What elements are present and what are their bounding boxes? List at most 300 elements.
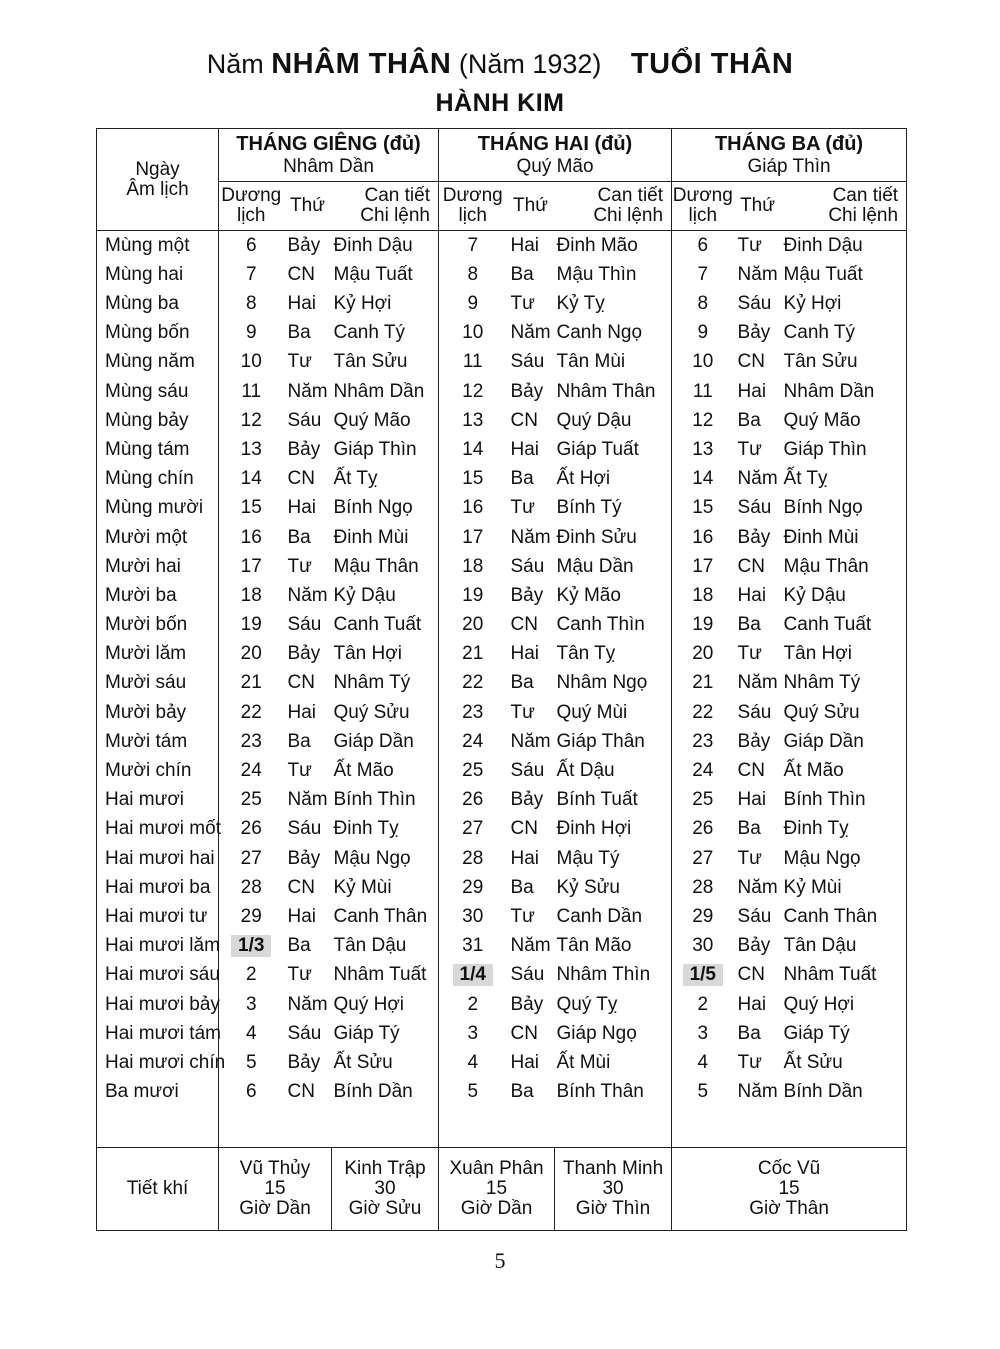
weekday: Bảy xyxy=(737,526,771,548)
table-row xyxy=(97,523,907,552)
weekday: CN xyxy=(737,555,765,577)
lunar-day-label: Mùng ba xyxy=(105,293,179,314)
solar-date: 29 xyxy=(439,873,507,902)
can-chi: Kỷ Mùi xyxy=(783,876,842,898)
can-chi: Đinh Mão xyxy=(556,234,638,256)
weekday: Hai xyxy=(737,993,767,1015)
lunar-day-label: Mười lăm xyxy=(105,643,187,665)
solar-date: 12 xyxy=(672,406,734,435)
weekday: CN xyxy=(287,263,315,285)
solar-date: 18 xyxy=(672,581,734,610)
solar-date: 21 xyxy=(219,669,284,698)
solar-date: 26 xyxy=(219,815,284,844)
table-row xyxy=(97,581,907,610)
spacer-cell xyxy=(672,1107,907,1148)
solar-term-name: Thanh Minh xyxy=(562,1157,664,1179)
table-row xyxy=(97,1019,907,1048)
solar-term-name: Cốc Vũ xyxy=(757,1157,821,1179)
can-chi: Tân Sửu xyxy=(783,351,858,373)
can-chi: Quý Sửu xyxy=(333,701,410,723)
solar-date xyxy=(672,961,734,990)
can-chi: Nhâm Dần xyxy=(333,380,425,402)
can-chi: Nhâm Tý xyxy=(783,672,861,694)
weekday: Tư xyxy=(510,497,535,519)
solar-date: 29 xyxy=(672,902,734,931)
weekday: Năm xyxy=(737,468,778,490)
month-can-chi: Quý Mão xyxy=(516,156,594,177)
weekday: CN xyxy=(510,818,538,840)
solar-date: 14 xyxy=(439,435,507,464)
solar-date: 22 xyxy=(672,698,734,727)
solar-date: 12 xyxy=(439,377,507,406)
weekday-header: Thứ xyxy=(734,182,782,231)
weekday: CN xyxy=(737,351,765,373)
table-row xyxy=(97,698,907,727)
solar-date: 9 xyxy=(439,289,507,318)
can-chi: Canh Thân xyxy=(333,905,428,927)
can-chi: Canh Ngọ xyxy=(556,322,643,344)
solar-term-hour: Giờ Sửu xyxy=(348,1197,422,1219)
can-chi-header-line2: Chi lệnh xyxy=(828,205,899,226)
can-chi: Mậu Ngọ xyxy=(783,847,861,869)
can-chi: Giáp Dần xyxy=(333,730,414,752)
title-year: (Năm 1932) xyxy=(458,49,602,79)
solar-date: 11 xyxy=(219,377,284,406)
solar-date: 10 xyxy=(219,348,284,377)
solar-date: 15 xyxy=(672,494,734,523)
solar-date: 8 xyxy=(672,289,734,318)
can-chi: Canh Tý xyxy=(333,322,405,344)
can-chi: Mậu Dần xyxy=(556,555,634,577)
weekday: Ba xyxy=(287,322,311,344)
weekday: Năm xyxy=(287,584,328,606)
solar-date: 27 xyxy=(672,844,734,873)
weekday: CN xyxy=(287,672,315,694)
can-chi: Ất Sửu xyxy=(783,1051,843,1073)
solar-date: 31 xyxy=(439,932,507,961)
solar-date: 12 xyxy=(219,406,284,435)
weekday: Hai xyxy=(510,1051,540,1073)
weekday: Hai xyxy=(510,643,540,665)
can-chi: Bính Tuất xyxy=(556,789,638,811)
solar-date: 23 xyxy=(439,698,507,727)
lunar-day-label: Mười ba xyxy=(105,584,177,606)
solar-date: 7 xyxy=(219,260,284,289)
duong-lich-header-line2: lịch xyxy=(236,205,266,226)
can-chi: Bính Dần xyxy=(333,1081,413,1103)
solar-date: 10 xyxy=(439,319,507,348)
solar-term-day: 15 xyxy=(778,1177,800,1199)
solar-date xyxy=(219,932,284,961)
solar-date: 5 xyxy=(219,1048,284,1077)
can-chi: Ất Mùi xyxy=(556,1051,611,1073)
weekday: Bảy xyxy=(510,584,544,606)
weekday: Sáu xyxy=(510,760,545,781)
can-chi: Mậu Thìn xyxy=(556,263,637,285)
can-chi-header xyxy=(332,182,439,231)
weekday: Bảy xyxy=(287,234,321,256)
weekday: Bảy xyxy=(737,322,771,344)
weekday: Tư xyxy=(510,293,535,314)
can-chi: Đinh Mùi xyxy=(333,526,409,548)
solar-term-hour: Giờ Dần xyxy=(239,1197,311,1219)
weekday: Ba xyxy=(510,876,534,898)
duong-lich-header-line2: lịch xyxy=(688,205,718,226)
weekday: Ba xyxy=(510,672,534,694)
can-chi: Canh Dần xyxy=(556,905,643,927)
can-chi: Nhâm Tuất xyxy=(333,964,427,986)
can-chi-header xyxy=(782,182,907,231)
solar-date: 10 xyxy=(672,348,734,377)
table-row xyxy=(97,640,907,669)
solar-date: 30 xyxy=(672,932,734,961)
can-chi: Mậu Tuất xyxy=(783,263,863,285)
solar-term xyxy=(332,1147,439,1230)
lunar-day-label: Hai mươi lăm xyxy=(105,935,220,957)
can-chi: Giáp Thìn xyxy=(783,438,867,460)
can-chi: Ất Mão xyxy=(783,760,844,781)
solar-date: 6 xyxy=(672,231,734,261)
lunar-day-label: Mùng chín xyxy=(105,468,194,490)
can-chi: Tân Tỵ xyxy=(556,643,616,665)
solar-date: 9 xyxy=(672,319,734,348)
solar-date: 7 xyxy=(672,260,734,289)
solar-date: 24 xyxy=(672,756,734,785)
solar-date: 17 xyxy=(672,552,734,581)
weekday: CN xyxy=(287,876,315,898)
weekday: CN xyxy=(510,614,538,636)
solar-date: 25 xyxy=(219,786,284,815)
table-row xyxy=(97,873,907,902)
can-chi: Kỷ Sửu xyxy=(556,876,620,898)
table-row xyxy=(97,990,907,1019)
can-chi: Kỷ Tỵ xyxy=(556,293,605,314)
day-header xyxy=(97,129,219,231)
weekday: Sáu xyxy=(737,497,772,519)
solar-term xyxy=(219,1147,332,1230)
duong-lich-header xyxy=(219,182,284,231)
title-age: TUỔI THÂN xyxy=(630,48,794,80)
lunar-day-label: Hai mươi chín xyxy=(105,1051,226,1073)
weekday: Tư xyxy=(737,234,762,256)
weekday: Năm xyxy=(510,730,551,752)
month-header-3 xyxy=(672,129,907,182)
weekday: Bảy xyxy=(510,380,544,402)
lunar-day-label: Mười bảy xyxy=(105,701,187,723)
can-chi: Ất Dậu xyxy=(556,760,615,781)
can-chi: Quý Dậu xyxy=(556,409,632,431)
table-row xyxy=(97,786,907,815)
lunar-day-label: Mười sáu xyxy=(105,672,187,694)
weekday: Ba xyxy=(510,1081,534,1103)
weekday: Sáu xyxy=(737,701,772,723)
weekday: CN xyxy=(287,468,315,490)
can-chi: Nhâm Thân xyxy=(556,380,656,402)
solar-term-hour: Giờ Thìn xyxy=(575,1197,651,1219)
can-chi: Nhâm Dần xyxy=(783,380,875,402)
solar-date: 16 xyxy=(672,523,734,552)
can-chi: Đinh Tỵ xyxy=(333,818,399,840)
can-chi: Giáp Tuất xyxy=(556,438,639,460)
table-row xyxy=(97,289,907,318)
weekday: Năm xyxy=(510,526,551,548)
can-chi: Canh Thân xyxy=(783,905,878,927)
weekday: Bảy xyxy=(287,1051,321,1073)
table-row xyxy=(97,727,907,756)
weekday: Tư xyxy=(510,701,535,723)
lunar-day-label: Mười một xyxy=(105,526,188,548)
weekday: Sáu xyxy=(287,409,322,431)
spacer-row xyxy=(97,1107,907,1148)
weekday: Tư xyxy=(737,1051,762,1073)
can-chi: Kỷ Hợi xyxy=(333,293,392,314)
table-row xyxy=(97,902,907,931)
solar-date: 7 xyxy=(439,231,507,261)
lunar-day-label: Hai mươi hai xyxy=(105,847,215,869)
spacer-cell xyxy=(219,1107,439,1148)
solar-date: 2 xyxy=(672,990,734,1019)
solar-date: 28 xyxy=(439,844,507,873)
weekday: CN xyxy=(737,760,765,781)
can-chi: Kỷ Mão xyxy=(556,584,621,606)
solar-date: 4 xyxy=(219,1019,284,1048)
can-chi: Tân Dậu xyxy=(783,935,857,957)
solar-term xyxy=(672,1147,907,1230)
table-row xyxy=(97,552,907,581)
solar-date: 25 xyxy=(439,756,507,785)
can-chi: Bính Thìn xyxy=(333,789,416,811)
solar-date: 27 xyxy=(439,815,507,844)
weekday: Hai xyxy=(287,905,317,927)
page-number: 5 xyxy=(494,1248,506,1273)
month-header-2 xyxy=(439,129,672,182)
solar-date: 24 xyxy=(439,727,507,756)
lunar-day-label: Hai mươi tư xyxy=(105,905,208,927)
solar-date: 27 xyxy=(219,844,284,873)
page-title xyxy=(0,48,1000,81)
weekday: Bảy xyxy=(287,438,321,460)
can-chi: Tân Hợi xyxy=(333,643,402,665)
solar-date: 13 xyxy=(672,435,734,464)
table-row xyxy=(97,260,907,289)
weekday: Ba xyxy=(287,730,311,752)
weekday: Sáu xyxy=(510,555,545,577)
can-chi: Mậu Tý xyxy=(556,847,620,869)
can-chi: Canh Tý xyxy=(783,322,855,344)
weekday: Sáu xyxy=(510,964,545,986)
solar-date: 28 xyxy=(672,873,734,902)
can-chi: Mậu Tuất xyxy=(333,263,413,285)
lunar-day-label: Mùng mười xyxy=(105,497,204,519)
can-chi: Giáp Dần xyxy=(783,730,864,752)
month-header-row xyxy=(97,129,907,182)
solar-date: 8 xyxy=(219,289,284,318)
can-chi: Bính Thìn xyxy=(783,789,866,811)
weekday: CN xyxy=(737,964,765,986)
solar-date: 21 xyxy=(439,640,507,669)
weekday: Hai xyxy=(510,847,540,869)
solar-date: 11 xyxy=(672,377,734,406)
solar-date: 9 xyxy=(219,319,284,348)
solar-date: 19 xyxy=(219,610,284,639)
lunar-day-label: Hai mươi bảy xyxy=(105,993,220,1015)
solar-date: 18 xyxy=(439,552,507,581)
solar-date: 15 xyxy=(219,494,284,523)
lunar-day-label: Hai mươi ba xyxy=(105,876,211,898)
solar-date: 19 xyxy=(439,581,507,610)
solar-month-start: 1/4 xyxy=(453,964,493,986)
solar-date: 17 xyxy=(439,523,507,552)
weekday: Tư xyxy=(510,905,535,927)
lunar-day-label: Ba mươi xyxy=(105,1081,179,1103)
solar-date: 26 xyxy=(439,786,507,815)
solar-date: 22 xyxy=(439,669,507,698)
table-row xyxy=(97,1077,907,1106)
can-chi: Giáp Thân xyxy=(556,730,645,752)
weekday: Bảy xyxy=(510,993,544,1015)
can-chi-header-line1: Can tiết xyxy=(597,185,664,207)
can-chi: Giáp Thìn xyxy=(333,438,417,460)
duong-lich-header-line2: lịch xyxy=(458,205,487,226)
weekday: Sáu xyxy=(737,293,772,314)
can-chi: Nhâm Ngọ xyxy=(556,672,648,694)
weekday: Ba xyxy=(510,263,534,285)
solar-date: 16 xyxy=(219,523,284,552)
solar-term-day: 15 xyxy=(264,1177,286,1199)
solar-date: 20 xyxy=(219,640,284,669)
can-chi: Mậu Thân xyxy=(783,555,869,577)
title-year-name: NHÂM THÂN xyxy=(271,48,452,80)
weekday-header: Thứ xyxy=(284,182,332,231)
solar-month-start: 1/5 xyxy=(683,964,723,986)
solar-date: 2 xyxy=(219,961,284,990)
can-chi: Tân Mão xyxy=(556,935,632,957)
table-row xyxy=(97,932,907,961)
solar-month-start: 1/3 xyxy=(231,935,271,957)
weekday: Hai xyxy=(737,789,767,811)
lunar-day-label: Mười tám xyxy=(105,730,188,752)
weekday: Bảy xyxy=(737,935,771,957)
spacer-cell xyxy=(97,1107,219,1148)
weekday: Bảy xyxy=(737,730,771,752)
solar-date: 16 xyxy=(439,494,507,523)
solar-term-name: Vũ Thủy xyxy=(239,1157,311,1179)
table-row xyxy=(97,961,907,990)
solar-date: 4 xyxy=(672,1048,734,1077)
lunar-day-label: Mùng năm xyxy=(105,351,195,373)
can-chi: Ất Tỵ xyxy=(333,468,378,490)
lunar-day-label: Mùng sáu xyxy=(105,380,189,402)
solar-date: 29 xyxy=(219,902,284,931)
weekday: Hai xyxy=(510,234,540,256)
can-chi: Mậu Ngọ xyxy=(333,847,411,869)
weekday: Sáu xyxy=(510,351,545,373)
solar-date: 20 xyxy=(439,610,507,639)
weekday: Năm xyxy=(737,1081,778,1103)
can-chi: Ất Mão xyxy=(333,760,394,781)
duong-lich-header-line1: Dương xyxy=(221,185,282,207)
weekday: Sáu xyxy=(287,1022,322,1044)
can-chi: Bính Dần xyxy=(783,1081,863,1103)
weekday: Ba xyxy=(510,468,534,490)
solar-date: 25 xyxy=(672,786,734,815)
weekday: Hai xyxy=(287,497,317,519)
table-row xyxy=(97,1048,907,1077)
page-subtitle: HÀNH KIM xyxy=(435,89,565,117)
solar-date: 23 xyxy=(672,727,734,756)
can-chi-header-line1: Can tiết xyxy=(832,185,899,207)
solar-date: 6 xyxy=(219,231,284,261)
weekday: Sáu xyxy=(737,905,772,927)
table-row xyxy=(97,756,907,785)
can-chi: Canh Tuất xyxy=(783,614,872,636)
solar-date: 22 xyxy=(219,698,284,727)
solar-date: 5 xyxy=(439,1077,507,1106)
can-chi: Ất Hợi xyxy=(556,468,611,490)
table-row xyxy=(97,465,907,494)
table-row xyxy=(97,435,907,464)
can-chi: Quý Tỵ xyxy=(556,993,618,1015)
solar-date: 26 xyxy=(672,815,734,844)
solar-date: 14 xyxy=(672,465,734,494)
month-name: THÁNG HAI (đủ) xyxy=(477,133,633,155)
solar-date: 24 xyxy=(219,756,284,785)
weekday: Năm xyxy=(737,263,778,285)
can-chi: Quý Hợi xyxy=(783,993,855,1015)
solar-date: 14 xyxy=(219,465,284,494)
solar-date: 18 xyxy=(219,581,284,610)
table-row xyxy=(97,844,907,873)
day-header-line2: Âm lịch xyxy=(126,178,189,200)
lunar-calendar-table xyxy=(96,128,907,1231)
lunar-day-label: Mùng tám xyxy=(105,438,190,460)
solar-date: 11 xyxy=(439,348,507,377)
can-chi: Tân Hợi xyxy=(783,643,852,665)
month-header-1 xyxy=(219,129,439,182)
solar-date: 15 xyxy=(439,465,507,494)
duong-lich-header xyxy=(672,182,734,231)
can-chi: Đinh Dậu xyxy=(783,234,863,256)
solar-term xyxy=(555,1147,672,1230)
can-chi: Ất Sửu xyxy=(333,1051,393,1073)
can-chi: Đinh Mùi xyxy=(783,526,859,548)
can-chi: Đinh Hợi xyxy=(556,818,632,840)
weekday: Ba xyxy=(737,818,761,840)
duong-lich-header xyxy=(439,182,507,231)
lunar-day-label: Mùng một xyxy=(105,234,190,256)
weekday: Bảy xyxy=(287,643,321,665)
weekday: Tư xyxy=(737,847,762,869)
month-can-chi: Nhâm Dần xyxy=(283,156,374,177)
weekday: Bảy xyxy=(510,789,544,811)
solar-date: 6 xyxy=(219,1077,284,1106)
weekday: Ba xyxy=(737,614,761,636)
table-row xyxy=(97,231,907,261)
solar-date: 20 xyxy=(672,640,734,669)
day-header-line1: Ngày xyxy=(135,158,180,180)
weekday: Bảy xyxy=(287,847,321,869)
can-chi: Kỷ Dậu xyxy=(783,584,846,606)
weekday: Năm xyxy=(287,993,328,1015)
can-chi-header xyxy=(555,182,672,231)
lunar-day-label: Hai mươi mốt xyxy=(105,818,221,840)
lunar-day-label: Hai mươi xyxy=(105,789,185,811)
table-row xyxy=(97,815,907,844)
month-name: THÁNG BA (đủ) xyxy=(714,133,864,155)
weekday: Năm xyxy=(510,935,551,957)
duong-lich-header-line1: Dương xyxy=(672,185,733,207)
solar-term-day: 15 xyxy=(485,1177,508,1199)
